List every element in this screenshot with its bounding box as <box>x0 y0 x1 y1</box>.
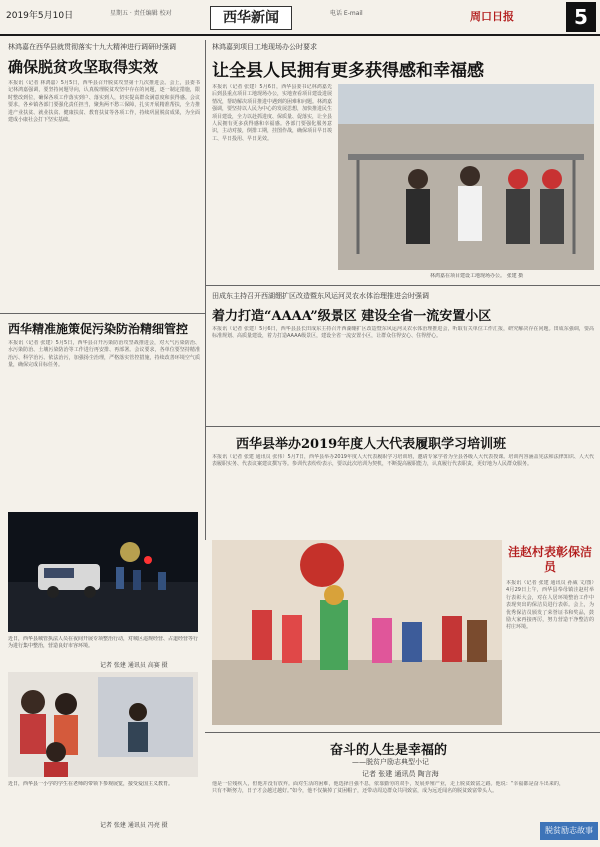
art5-body: 本报讯（记者 张建 通讯员 张伟）5月7日，西华县举办2019年度人大代表履职学习培训班，邀请专家学者为全县各级人大代表授课。培训内容涵盖宪法和法律知识、人大代表履职实务、代表议案建议撰写等。参训代表纷纷表示，要以此次培训为契机，不断提高履职能力，认真履行代表职责，更好地为人民群众服务。 <box>212 454 594 468</box>
art7-body: 他是一位残疾人，但他并没有放弃。面对生活的困难，他选择自强不息，依靠勤劳的双手，发展养殖产业，走上脱贫致富之路。他说：“幸福都是奋斗出来的，只有不断努力，日子才会越过越好。”如今，他不仅摘掉了贫困帽子，还带动周边群众共同致富，成为远近闻名的脱贫致富带头人。 <box>212 781 564 795</box>
art4-title: 着力打造“AAAA”级景区 建设全省一流安置小区 <box>212 309 492 324</box>
section-rule <box>205 285 600 286</box>
section-title: 西华新闻 <box>210 6 292 30</box>
students-photo <box>8 672 198 777</box>
night-enforcement-photo <box>8 512 198 632</box>
performance-photo <box>212 540 502 725</box>
art5-title: 西华县举办2019年度人大代表履职学习培训班 <box>236 437 507 452</box>
art3-body: 本报讯（记者 张建）5月6日，西华县委书记林鸿嘉先后到县重点项目工地现场办公，实地查看项目建设进展情况，帮助解决项目推进中遇到的困难和问题。林鸿嘉强调，要坚持以人民为中心的发展思想，加快推进民生项目建设，全力以赴抓进度、保质量、促落实，让全县人民拥有更多获得感和幸福感。各部门要强化服务意识，主动对接，倒排工期，挂图作战，确保项目早日竣工、早日投用、早日见效。 <box>212 84 332 142</box>
section-rule <box>205 426 600 427</box>
construction-site-photo <box>338 84 594 270</box>
art7-subtitle: ——脱贫户励志典型小记 <box>352 758 429 766</box>
construction-scene-graphic <box>338 84 594 270</box>
night-scene-graphic <box>8 512 198 632</box>
photo1-caption: 近日，西华县城管执法人员在夜间开展专项整治行动，对城区违规经营、占道经营等行为进行集中整治，营造良好市容环境。 <box>8 636 198 649</box>
art1-kicker: 林鸿嘉在西华县就贯彻落实十九大精神进行调研时强调 <box>8 43 176 51</box>
art3-title: 让全县人民拥有更多获得感和幸福感 <box>212 61 484 81</box>
art1-title: 确保脱贫攻坚取得实效 <box>8 58 159 76</box>
art6-body: 本报讯（记者 张建 通讯员 孙威 文/图）4月29日上午，西华县奉母镇洼赵村举行表彰大会，对在人居环境整治工作中表现突出的保洁员进行表彰。会上，为优秀保洁员颁发了荣誉证书和奖品，鼓励大家再接再厉，努力营造干净整洁的村庄环境。 <box>506 580 594 631</box>
art2-body: 本报讯（记者 张建）5月5日，西华县召开污染防治攻坚战推进会，对大气污染防治、水污染防治、土壤污染防治等工作进行再安排、再部署。会议要求，各单位要坚持精准治污、科学治污、依法治污，加强扬尘治理，严格落实管控措施，持续改善环境空气质量，确保完成目标任务。 <box>8 340 200 369</box>
page-number: 5 <box>566 2 596 32</box>
art6-title: 洼赵村表彰保洁员 <box>507 545 592 574</box>
photo1-credit: 记者 张建 通讯员 高赛 摄 <box>100 662 168 669</box>
issue-date: 2019年5月10日 <box>6 11 74 21</box>
photo3-caption: 林鸿嘉在项目建设工地现场办公。 张建 摄 <box>430 273 524 279</box>
photo2-caption: 近日，西华县一小学的学生在老师的带领下参观展览，接受爱国主义教育。 <box>8 781 174 787</box>
art4-kicker: 田成东主持召开西湖绷扩区改造暨东风运河灵农水体治理推进会时强调 <box>212 292 429 300</box>
art7-byline: 记者 张建 通讯员 陶言海 <box>362 770 439 778</box>
art2-title: 西华精准施策促污染防治精细管控 <box>8 322 189 336</box>
photo2-credit: 记者 张建 通讯员 冯亮 摄 <box>100 822 168 829</box>
art4-body: 本报讯（记者 张建）5月6日，西华县县长田成东主持召开西湖绷扩区改造暨东风运河灵农水体治理推进会，听取有关单位工作汇报，研究解决存在问题。田成东强调，要高标准规划、高质量建设，着力打造AAAA级景区，建设全省一流安置小区，让群众住得安心、住得舒心。 <box>212 326 594 340</box>
masthead-meta: 星期五 · 责任编辑 校对 <box>110 10 172 17</box>
feature-badge: 脱贫励志故事 <box>540 822 598 840</box>
section-rule <box>205 732 600 733</box>
newspaper-name: 周口日报 <box>470 10 514 23</box>
art1-body: 本报讯（记者 林鸿嘉）5月5日，西华县召开脱贫攻坚第十九次推进会。会上，县委书记林鸿嘉强调，要坚持问题导向，认真梳理脱贫攻坚中存在的问题，逐一制定措施，限时整改到位，确保各项工作落实到户、落实到人，切实提高群众满意度和获得感。会议要求，各乡镇各部门要强化责任担当，聚焦两不愁三保障，扎实开展精准帮扶，全力推进产业扶贫、就业扶贫、健康扶贫、教育扶贫等各项工作，持续巩固脱贫成果，为全面建成小康社会打下坚实基础。 <box>8 80 200 124</box>
performance-scene-graphic <box>212 540 502 725</box>
art3-kicker: 林鸿嘉到项目工地现场办公时要求 <box>212 43 317 51</box>
section-rule <box>0 313 205 314</box>
column-rule <box>205 40 206 540</box>
masthead-contact: 电话 E-mail <box>330 10 363 17</box>
students-scene-graphic <box>8 672 198 777</box>
art7-title: 奋斗的人生是幸福的 <box>330 743 448 758</box>
